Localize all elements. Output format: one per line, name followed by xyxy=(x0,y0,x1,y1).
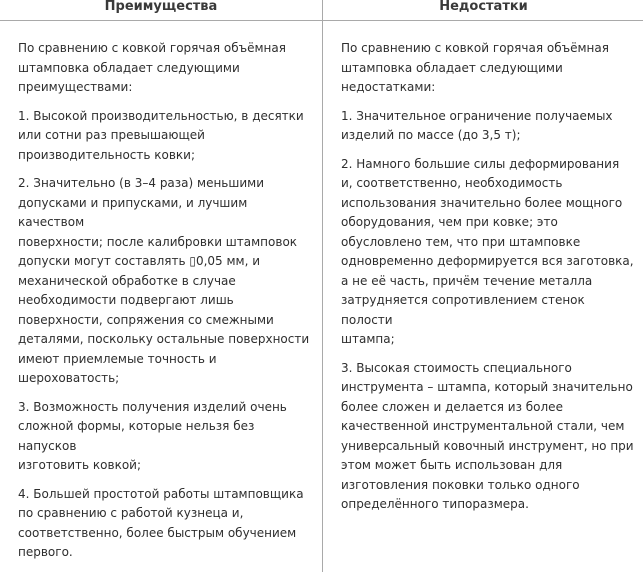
disadvantages-cell xyxy=(323,21,643,572)
table-row xyxy=(0,21,643,572)
advantage-item-3: 3. Возможность получения изделий очень сложной формы, которые нельзя без напусков изготовить ковкой; xyxy=(18,398,314,476)
advantages-cell xyxy=(0,21,323,572)
disadvantage-item-1: 1. Значительное ограничение получаемых изделий по массе (до 3,5 т); xyxy=(341,107,638,146)
header-disadvantages: Недостатки xyxy=(323,0,643,21)
advantage-item-2: 2. Значительно (в 3–4 раза) меньшими допусками и припусками, и лучшим качеством поверхности; после калибровки штамповок допуски могут составлять ▯0,05 мм, и механической обработке в случае необходимости подвергают лишь поверхности, сопряжения со смежными деталями, поскольку остальные поверхности имеют приемлемые точность и шероховатость; xyxy=(18,174,314,389)
disadvantage-item-2: 2. Намного большие силы деформирования и, соответственно, необходимость использования значительно более мощного оборудования, чем при ковке; это обусловлено тем, что при штамповке одновременно деформируется вся заготовка, а не её часть, причём течение металла затрудняется сопротивлением стенок полости штампа; xyxy=(341,155,638,350)
disadvantage-item-3: 3. Высокая стоимость специального инструмента – штампа, который значительно более сложен и делается из более качественной инструментальной стали, чем универсальный ковочный инструмент, но при этом может быть использован для изготовления поковки только одного определённого типоразмера. xyxy=(341,359,638,515)
header-advantages: Преимущества xyxy=(0,0,323,21)
advantage-item-1: 1. Высокой производительностью, в десятки или сотни раз превышающей производительность ковки; xyxy=(18,107,314,166)
advantage-item-4: 4. Большей простотой работы штамповщика по сравнению с работой кузнеца и, соответственно, более быстрым обучением первого. xyxy=(18,485,314,563)
advantages-intro: По сравнению с ковкой горячая объёмная штамповка обладает следующими преимуществами: xyxy=(18,39,314,98)
disadvantages-intro: По сравнению с ковкой горячая объёмная штамповка обладает следующими недостатками: xyxy=(341,39,638,98)
table-header-row xyxy=(0,0,643,21)
